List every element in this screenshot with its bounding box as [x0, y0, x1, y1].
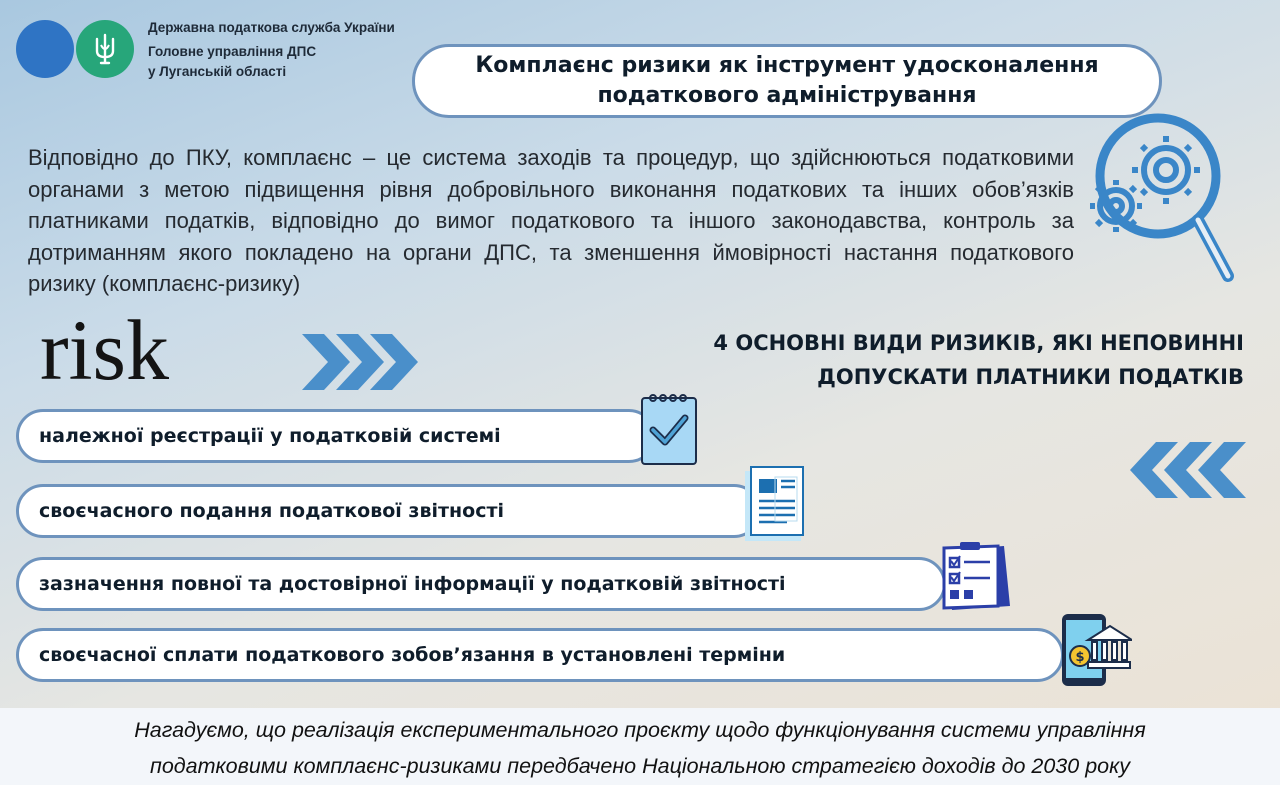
- risk-item-registration: [16, 409, 656, 463]
- gear-magnifier-icon: [1080, 108, 1250, 298]
- chevrons-right-icon: [300, 330, 420, 394]
- risk-item-label: своєчасної сплати податкового зобов’язання в установлені терміни: [39, 644, 786, 666]
- compliance-definition: Відповідно до ПКУ, комплаєнс – це система заходів та процедур, що здійснюються податковими органами з метою підвищення рівня добровільного виконання податкових та інших обов’язків платниками податків, відповідно до вимог податкового та іншого законодавства, контроль за дотриманням якого покладено на органи ДПС, та зменшення ймовірності настання податкового ризику (комплаєнс-ризику): [28, 145, 1074, 296]
- logo-circle-blue: [16, 20, 74, 78]
- risk-item-label: належної реєстрації у податковій системі: [39, 425, 501, 447]
- chevrons-left-icon: [1128, 438, 1248, 502]
- risk-item-payment: [16, 628, 1064, 682]
- risks-heading-line-1: 4 ОСНОВНІ ВИДИ РИЗИКІВ, ЯКІ НЕПОВИННІ: [713, 331, 1244, 355]
- footer-line-2: податковими комплаєнс-ризиками передбачено Національною стратегією доходів до 2030 року: [149, 754, 1131, 778]
- clipboard-checklist-icon: [938, 540, 1012, 614]
- trident-icon: [92, 33, 118, 65]
- org-name: Державна податкова служба України: [148, 20, 395, 35]
- footer-line-1: Нагадуємо, що реалізація експериментального проєкту щодо функціонування системи управління: [134, 718, 1146, 742]
- title-line-1: Комплаєнс ризики як інструмент удосконалення: [475, 53, 1099, 78]
- svg-text:$: $: [1075, 650, 1085, 665]
- org-department: Головне управління ДПС: [148, 44, 317, 59]
- logo-circle-green: [76, 20, 134, 78]
- risk-item-accurate-info: [16, 557, 946, 611]
- footer-note: [0, 708, 1280, 785]
- risk-item-label: своєчасного подання податкової звітності: [39, 500, 504, 522]
- org-region: у Луганській області: [148, 64, 287, 79]
- document-report-icon: [743, 465, 805, 543]
- page-title: [412, 44, 1162, 118]
- risk-word: risk: [40, 302, 169, 398]
- risks-heading-line-2: ДОПУСКАТИ ПЛАТНИКИ ПОДАТКІВ: [817, 365, 1244, 389]
- risk-item-label: зазначення повної та достовірної інформації у податковій звітності: [39, 573, 786, 595]
- risks-heading: [604, 326, 1244, 394]
- notepad-check-icon: [639, 392, 699, 466]
- title-line-2: податкового адміністрування: [597, 83, 977, 108]
- phone-bank-payment-icon: [1058, 612, 1132, 688]
- risk-item-reporting: [16, 484, 761, 538]
